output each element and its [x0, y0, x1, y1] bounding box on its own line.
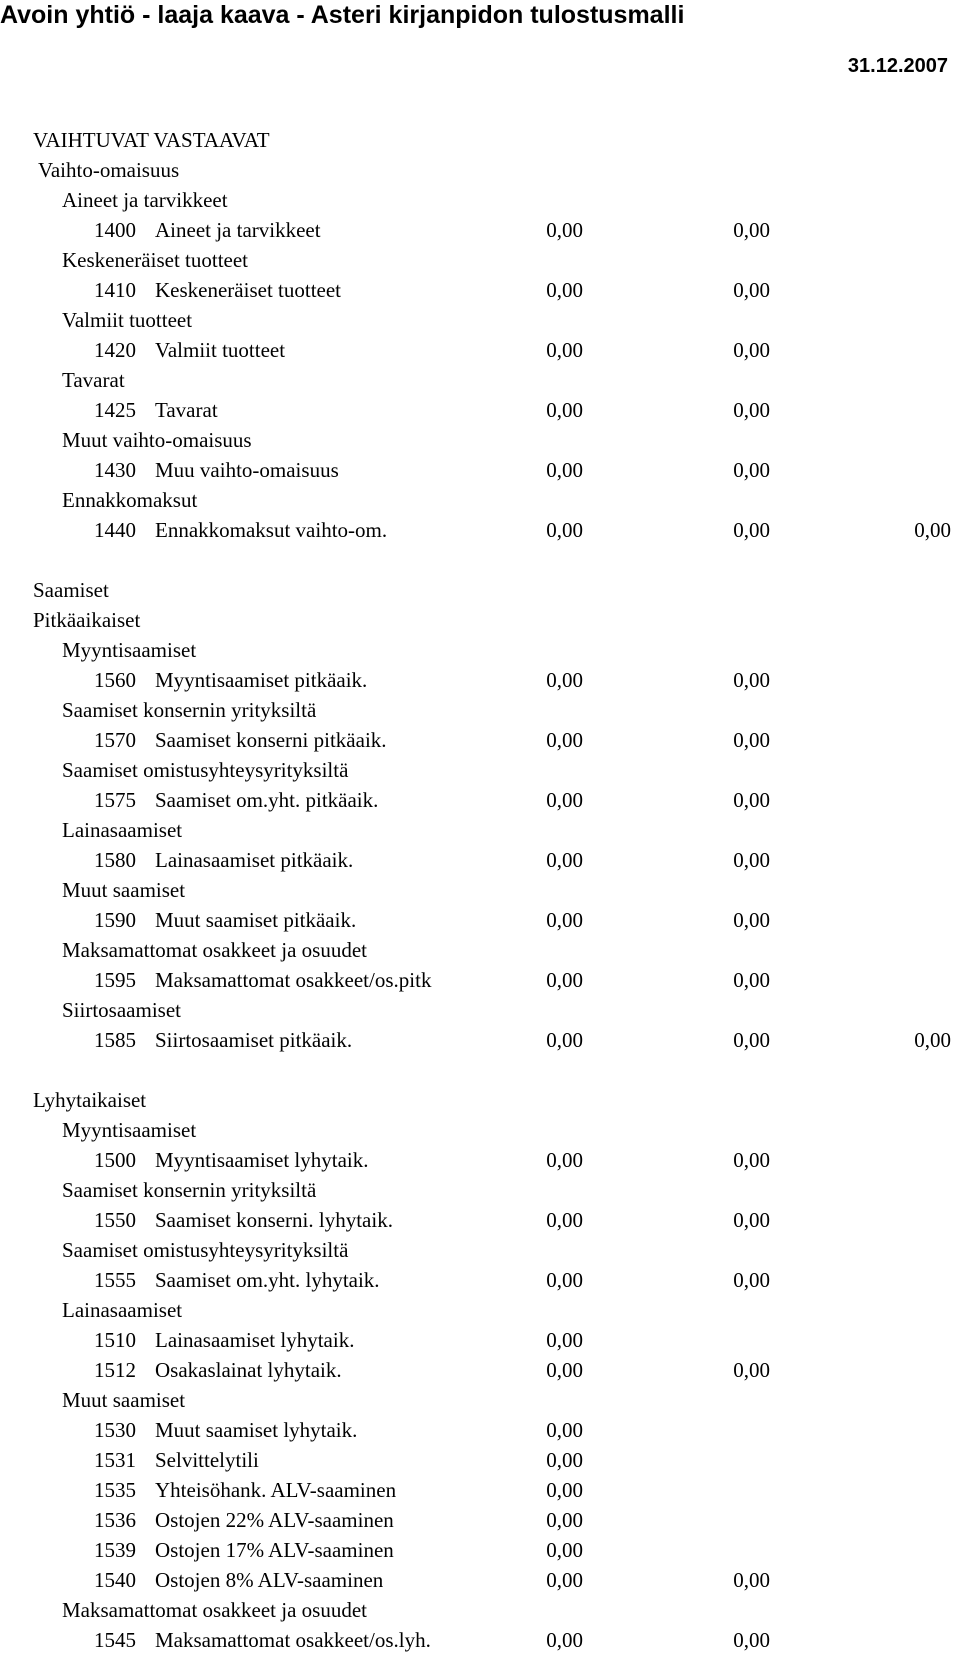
section-heading-row	[0, 1385, 960, 1415]
section-heading: Valmiit tuotteet	[62, 308, 193, 332]
account-name: Muu vaihto-omaisuus	[155, 458, 339, 482]
account-row	[0, 1025, 960, 1085]
amount-c1: 0,00	[546, 908, 583, 932]
amount-c2: 0,00	[733, 1358, 770, 1382]
account-name: Maksamattomat osakkeet/os.lyh.	[155, 1628, 431, 1652]
account-row	[0, 1565, 960, 1595]
section-heading: Siirtosaamiset	[62, 998, 181, 1022]
section-heading-row	[0, 815, 960, 845]
amount-c1: 0,00	[546, 518, 583, 542]
section-heading-row	[0, 605, 960, 635]
section-heading-row	[0, 935, 960, 965]
section-heading: Lainasaamiset	[62, 1298, 183, 1322]
account-number: 1400	[94, 218, 136, 242]
section-heading: Tavarat	[62, 368, 125, 392]
account-row	[0, 1205, 960, 1235]
account-row	[0, 725, 960, 755]
amount-c2: 0,00	[733, 968, 770, 992]
section-heading-row	[0, 155, 960, 185]
section-heading: Aineet ja tarvikkeet	[62, 188, 228, 212]
section-heading: Keskeneräiset tuotteet	[62, 248, 249, 272]
section-heading-row	[0, 125, 960, 155]
amount-c1: 0,00	[546, 1478, 583, 1502]
amount-c2: 0,00	[733, 1028, 770, 1052]
account-number: 1430	[94, 458, 136, 482]
section-heading-row	[0, 1295, 960, 1325]
account-row	[0, 665, 960, 695]
account-row	[0, 1355, 960, 1385]
account-row	[0, 1415, 960, 1445]
account-number: 1560	[94, 668, 136, 692]
account-name: Siirtosaamiset pitkäaik.	[155, 1028, 353, 1052]
section-heading-row	[0, 695, 960, 725]
account-row	[0, 1625, 960, 1655]
amount-c2: 0,00	[733, 1268, 770, 1292]
section-heading: Muut saamiset	[62, 878, 186, 902]
report-title: Avoin yhtiö - laaja kaava - Asteri kirjanpidon tulostusmalli	[0, 1, 685, 29]
section-heading-row	[0, 995, 960, 1025]
account-number: 1595	[94, 968, 136, 992]
section-heading: Pitkäaikaiset	[33, 608, 141, 632]
account-row	[0, 905, 960, 935]
account-number: 1531	[94, 1448, 136, 1472]
section-heading-row	[0, 875, 960, 905]
account-name: Yhteisöhank. ALV-saaminen	[155, 1478, 397, 1502]
account-number: 1539	[94, 1538, 136, 1562]
section-heading-row	[0, 185, 960, 215]
account-row	[0, 395, 960, 425]
section-heading: Saamiset omistusyhteysyrityksiltä	[62, 1238, 349, 1262]
amount-c1: 0,00	[546, 1028, 583, 1052]
account-name: Ostojen 17% ALV-saaminen	[155, 1538, 394, 1562]
amount-c2: 0,00	[733, 218, 770, 242]
section-heading-row	[0, 575, 960, 605]
section-heading: VAIHTUVAT VASTAAVAT	[33, 128, 270, 152]
account-number: 1425	[94, 398, 136, 422]
account-row	[0, 1145, 960, 1175]
section-heading: Myyntisaamiset	[62, 1118, 197, 1142]
account-number: 1550	[94, 1208, 136, 1232]
amount-c2: 0,00	[733, 338, 770, 362]
amount-c1: 0,00	[546, 968, 583, 992]
account-name: Lainasaamiset pitkäaik.	[155, 848, 354, 872]
amount-c2: 0,00	[733, 788, 770, 812]
amount-c2: 0,00	[733, 518, 770, 542]
account-number: 1536	[94, 1508, 136, 1532]
account-number: 1535	[94, 1478, 136, 1502]
amount-c1: 0,00	[546, 1628, 583, 1652]
account-name: Muut saamiset lyhytaik.	[155, 1418, 358, 1442]
amount-c1: 0,00	[546, 398, 583, 422]
section-heading: Saamiset omistusyhteysyrityksiltä	[62, 758, 349, 782]
section-heading-row	[0, 365, 960, 395]
section-heading-row	[0, 245, 960, 275]
amount-c1: 0,00	[546, 1328, 583, 1352]
account-name: Lainasaamiset lyhytaik.	[155, 1328, 355, 1352]
section-heading: Muut vaihto-omaisuus	[62, 428, 252, 452]
amount-c1: 0,00	[546, 728, 583, 752]
account-name: Maksamattomat osakkeet/os.pitk	[155, 968, 432, 992]
amount-c1: 0,00	[546, 788, 583, 812]
account-number: 1540	[94, 1568, 136, 1592]
section-heading-row	[0, 305, 960, 335]
section-heading: Lyhytaikaiset	[33, 1088, 147, 1112]
account-number: 1530	[94, 1418, 136, 1442]
amount-c1: 0,00	[546, 1448, 583, 1472]
account-name: Ennakkomaksut vaihto-om.	[155, 518, 388, 542]
amount-c2: 0,00	[733, 728, 770, 752]
section-heading: Vaihto-omaisuus	[38, 158, 180, 182]
amount-c1: 0,00	[546, 338, 583, 362]
account-number: 1580	[94, 848, 136, 872]
section-heading: Saamiset	[33, 578, 109, 602]
account-row	[0, 215, 960, 245]
account-row	[0, 845, 960, 875]
amount-c1: 0,00	[546, 668, 583, 692]
account-row	[0, 1265, 960, 1295]
amount-c2: 0,00	[733, 848, 770, 872]
section-heading-row	[0, 1595, 960, 1625]
amount-c1: 0,00	[546, 1358, 583, 1382]
account-number: 1500	[94, 1148, 136, 1172]
account-row	[0, 1445, 960, 1475]
section-heading-row	[0, 1085, 960, 1115]
section-heading: Lainasaamiset	[62, 818, 183, 842]
balance-sheet-report	[0, 125, 960, 1655]
account-name: Myyntisaamiset lyhytaik.	[155, 1148, 369, 1172]
amount-c1: 0,00	[546, 1208, 583, 1232]
amount-c2: 0,00	[733, 1628, 770, 1652]
section-heading: Saamiset konsernin yrityksiltä	[62, 1178, 317, 1202]
amount-c1: 0,00	[546, 1538, 583, 1562]
section-heading-row	[0, 755, 960, 785]
section-heading: Myyntisaamiset	[62, 638, 197, 662]
account-number: 1512	[94, 1358, 136, 1382]
amount-c1: 0,00	[546, 1418, 583, 1442]
section-heading: Ennakkomaksut	[62, 488, 198, 512]
amount-c2: 0,00	[733, 668, 770, 692]
account-number: 1410	[94, 278, 136, 302]
account-number: 1590	[94, 908, 136, 932]
amount-c1: 0,00	[546, 458, 583, 482]
amount-c1: 0,00	[546, 278, 583, 302]
account-name: Osakaslainat lyhytaik.	[155, 1358, 342, 1382]
account-row	[0, 275, 960, 305]
section-heading-row	[0, 635, 960, 665]
section-heading-row	[0, 1115, 960, 1145]
amount-c2: 0,00	[733, 1568, 770, 1592]
account-name: Ostojen 22% ALV-saaminen	[155, 1508, 394, 1532]
section-heading-row	[0, 485, 960, 515]
account-name: Saamiset om.yht. lyhytaik.	[155, 1268, 380, 1292]
amount-c2: 0,00	[733, 908, 770, 932]
amount-c2: 0,00	[733, 278, 770, 302]
amount-c1: 0,00	[546, 1568, 583, 1592]
account-row	[0, 1475, 960, 1505]
account-name: Saamiset konserni pitkäaik.	[155, 728, 387, 752]
section-heading: Maksamattomat osakkeet ja osuudet	[62, 1598, 368, 1622]
account-number: 1510	[94, 1328, 136, 1352]
account-row	[0, 1535, 960, 1565]
account-name: Aineet ja tarvikkeet	[155, 218, 321, 242]
amount-c2: 0,00	[733, 1148, 770, 1172]
section-heading: Saamiset konsernin yrityksiltä	[62, 698, 317, 722]
account-row	[0, 1325, 960, 1355]
account-name: Keskeneräiset tuotteet	[155, 278, 342, 302]
account-name: Myyntisaamiset pitkäaik.	[155, 668, 368, 692]
account-row	[0, 515, 960, 575]
amount-c1: 0,00	[546, 1268, 583, 1292]
account-name: Ostojen 8% ALV-saaminen	[155, 1568, 384, 1592]
account-row	[0, 965, 960, 995]
section-heading-row	[0, 1175, 960, 1205]
section-heading: Muut saamiset	[62, 1388, 186, 1412]
section-heading-row	[0, 425, 960, 455]
amount-c1: 0,00	[546, 848, 583, 872]
report-date: 31.12.2007	[847, 55, 948, 77]
account-name: Muut saamiset pitkäaik.	[155, 908, 357, 932]
section-heading: Maksamattomat osakkeet ja osuudet	[62, 938, 368, 962]
amount-c3: 0,00	[914, 518, 951, 542]
amount-c1: 0,00	[546, 1508, 583, 1532]
amount-c2: 0,00	[733, 1208, 770, 1232]
amount-c1: 0,00	[546, 218, 583, 242]
amount-c1: 0,00	[546, 1148, 583, 1172]
account-number: 1575	[94, 788, 136, 812]
amount-c3: 0,00	[914, 1028, 951, 1052]
account-number: 1585	[94, 1028, 136, 1052]
account-name: Saamiset konserni. lyhytaik.	[155, 1208, 393, 1232]
section-heading-row	[0, 1235, 960, 1265]
account-row	[0, 1505, 960, 1535]
account-name: Saamiset om.yht. pitkäaik.	[155, 788, 379, 812]
account-name: Selvittelytili	[155, 1448, 259, 1472]
amount-c2: 0,00	[733, 458, 770, 482]
account-number: 1545	[94, 1628, 136, 1652]
account-row	[0, 455, 960, 485]
account-number: 1570	[94, 728, 136, 752]
account-name: Valmiit tuotteet	[155, 338, 286, 362]
account-number: 1420	[94, 338, 136, 362]
account-row	[0, 335, 960, 365]
account-number: 1555	[94, 1268, 136, 1292]
amount-c2: 0,00	[733, 398, 770, 422]
account-name: Tavarat	[155, 398, 218, 422]
account-number: 1440	[94, 518, 136, 542]
account-row	[0, 785, 960, 815]
